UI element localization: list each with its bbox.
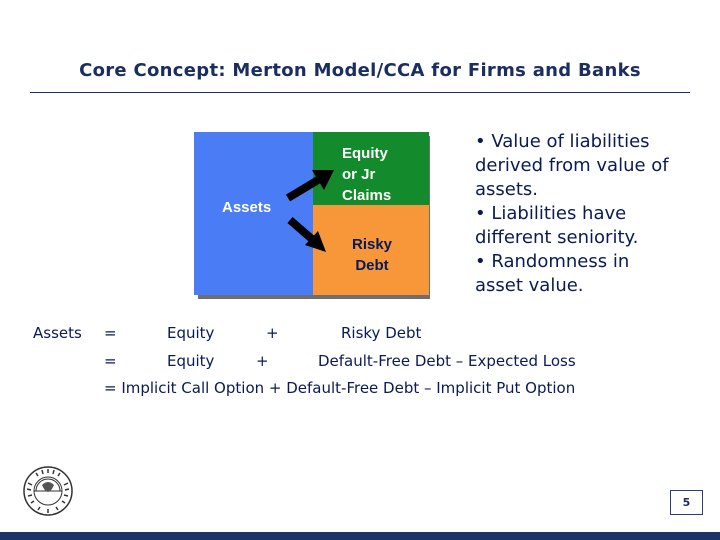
equation-row2-plus: + (256, 352, 269, 370)
equity-label-line: Equity (342, 145, 388, 162)
equation-row1-lhs: Assets (33, 324, 82, 342)
imf-seal-icon (22, 465, 74, 517)
equation-row1-term2: Risky Debt (341, 324, 422, 342)
bullet-line: • Liabilities have (475, 203, 627, 224)
page-number: 5 (670, 490, 703, 515)
equation-row2-equals: = (104, 352, 117, 370)
bullet-line: asset value. (475, 275, 584, 296)
equation-row1-equals: = (104, 324, 117, 342)
debt-label-line: Risky (352, 236, 393, 253)
equity-label-line: or Jr (342, 166, 376, 183)
equation-row2-term1: Equity (167, 352, 215, 370)
debt-label-line: Debt (355, 257, 389, 274)
equity-label-line: Claims (342, 187, 392, 204)
equation-row1-term1: Equity (167, 324, 215, 342)
equation-row3: = Implicit Call Option + Default-Free Debt – Implicit Put Option (104, 379, 576, 397)
bullet-line: • Value of liabilities (475, 131, 650, 152)
equity-label (342, 143, 391, 206)
slide-title: Core Concept: Merton Model/CCA for Firms and Banks (79, 60, 641, 81)
assets-label: Assets (222, 199, 272, 216)
bullet-line: derived from value of (475, 155, 669, 176)
equation-row2-term2: Default-Free Debt – Expected Loss (318, 352, 576, 370)
title-divider (30, 92, 690, 93)
bullet-line: assets. (475, 179, 539, 200)
footer-bar (0, 532, 720, 540)
bullet-line: • Randomness in (475, 251, 630, 272)
equation-row1-plus: + (266, 324, 279, 342)
bullet-line: different seniority. (475, 227, 639, 248)
bullet-list (475, 130, 710, 298)
risky-debt-label (352, 234, 392, 276)
